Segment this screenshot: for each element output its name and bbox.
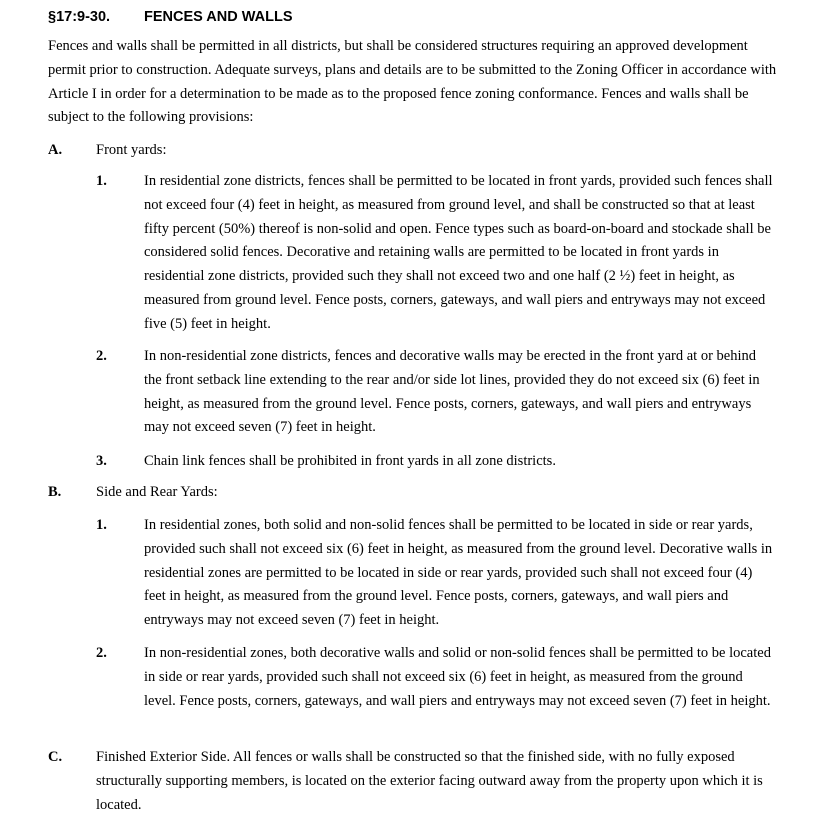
list-item-b2: [96, 642, 776, 713]
item-text: In residential zone districts, fences shall be permitted to be located in front yards, provided such fences shall not exceed four (4) feet in height, as measured from ground level, and shall be constructed so that at least fifty percent (50%) thereof is non-solid and open. Fence types such as board-on-board and stockade shall be considered solid fences. Decorative and retaining walls are permitted to be located in front yards in residential zone districts, provided such they shall not exceed two and one half (2 ½) feet in height, as measured from ground level. Fence posts, corners, gateways, and wall piers and entryways may not exceed five (5) feet in height.: [144, 173, 773, 332]
list-item-b1: [96, 514, 776, 633]
subsection-a: [48, 139, 778, 163]
subsection-letter: C.: [48, 749, 63, 765]
item-number: 1.: [96, 517, 107, 533]
item-text: In non-residential zones, both decorative walls and solid or non-solid fences shall be permitted to be located in side or rear yards, provided such shall not exceed six (6) feet in height, as measured from the ground level. Fence posts, corners, gateways, and wall piers and entryways may not exceed seven (7) feet in height.: [144, 645, 771, 709]
subsection-title: Front yards:: [96, 142, 167, 158]
list-item-a2: [96, 345, 776, 440]
section-title: FENCES AND WALLS: [144, 9, 293, 25]
item-number: 2.: [96, 348, 107, 364]
item-number: 1.: [96, 173, 107, 189]
subsection-c: [48, 746, 778, 817]
list-item-a3: [96, 450, 776, 474]
subsection-text: Finished Exterior Side. All fences or walls shall be constructed so that the finished side, with no fully exposed structurally supporting members, is located on the exterior facing outward away from the property upon which it is located.: [96, 749, 763, 813]
subsection-letter: A.: [48, 142, 63, 158]
item-text: In residential zones, both solid and non-solid fences shall be permitted to be located in side or rear yards, provided such shall not exceed six (6) feet in height, as measured from the ground level. Decorative walls in residential zones are permitted to be located in side or rear yards, provided such shall not exceed four (4) feet in height, as measured from the ground level. Fence posts, corners, gateways, and wall piers and entryways may not exceed seven (7) feet in height.: [144, 517, 773, 629]
section-heading: [48, 8, 293, 26]
section-number: §17:9-30.: [48, 9, 111, 25]
item-number: 2.: [96, 645, 107, 661]
subsection-b: [48, 481, 778, 505]
item-text: In non-residential zone districts, fences and decorative walls may be erected in the front yard at or behind the front setback line extending to the rear and/or side lot lines, provided they do not exceed six (6) feet in height, as measured from the ground level. Fence posts, corners, gateways, and wall piers and entryways may not exceed seven (7) feet in height.: [144, 348, 760, 436]
intro-paragraph: Fences and walls shall be permitted in all districts, but shall be considered structures requiring an approved development permit prior to construction. Adequate surveys, plans and details are to be submitted to the Zoning Officer in accordance with Article I in order for a determination to be made as to the proposed fence zoning conformance. Fences and walls shall be subject to the following provisions:: [48, 38, 777, 126]
subsection-title: Side and Rear Yards:: [96, 484, 218, 500]
item-text: Chain link fences shall be prohibited in front yards in all zone districts.: [144, 453, 556, 469]
list-item-a1: [96, 170, 776, 337]
item-number: 3.: [96, 453, 107, 469]
subsection-letter: B.: [48, 484, 62, 500]
